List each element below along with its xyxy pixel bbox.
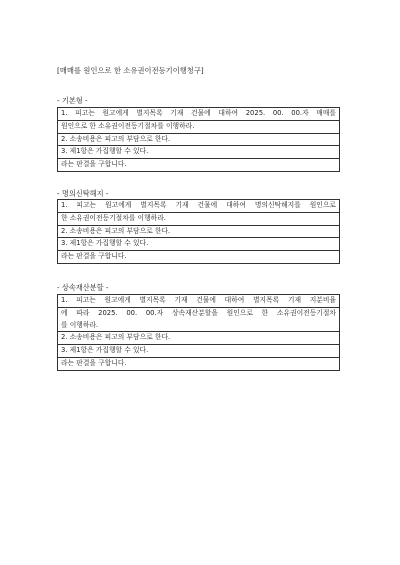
- section-label-trust-termination: - 명의신탁해지 -: [57, 189, 109, 198]
- claim-line: 라는 판결을 구합니다.: [61, 358, 127, 367]
- claim-line: 2. 소송비용은 피고의 부담으로 한다.: [58, 332, 339, 345]
- claim-line: 한 소유권이전등기절차를 이행하라.: [58, 213, 339, 226]
- claim-box-trust-termination: [57, 199, 340, 264]
- claim-line: 에 따라 2025. 00. 00.자 상속재산분할을 원인으로 한 소유권이전등기절차: [61, 308, 336, 317]
- claim-line: 라는 판결을 구합니다.: [61, 252, 127, 261]
- document-title: [매매를 원인으로 한 소유권이전등기이행청구]: [57, 66, 204, 75]
- claim-box-inheritance-division: [57, 294, 340, 371]
- section-label-inheritance-division: - 상속재산분할 -: [57, 283, 109, 292]
- claim-line: 3. 제1항은 가집행할 수 있다.: [58, 146, 339, 159]
- claim-line: 라는 판결을 구합니다.: [61, 160, 127, 169]
- claim-line: 1. 피고는 원고에게 별지목록 기재 건물에 대하여 별지목록 기재 지분비율: [58, 295, 339, 308]
- claim-line: 원인으로 한 소유권이전등기절차를 이행하라.: [58, 121, 339, 134]
- claim-box-basic: [57, 107, 340, 172]
- claim-line: 를 이행하라.: [58, 320, 339, 333]
- claim-line: 3. 제1항은 가집행할 수 있다.: [58, 345, 339, 358]
- claim-line: 1. 피고는 원고에게 별지목록 기재 건물에 대하여 명의신탁해지를 원인으로: [58, 200, 339, 213]
- claim-line: 2. 소송비용은 피고의 부담으로 한다.: [58, 134, 339, 147]
- section-label-basic: - 기본형 -: [57, 96, 88, 105]
- claim-line: 2. 소송비용은 피고의 부담으로 한다.: [58, 226, 339, 239]
- claim-line: 1. 피고는 원고에게 별지목록 기재 건물에 대하여 2025. 00. 00.자 매매를: [58, 108, 339, 121]
- claim-line: 3. 제1항은 가집행할 수 있다.: [58, 238, 339, 251]
